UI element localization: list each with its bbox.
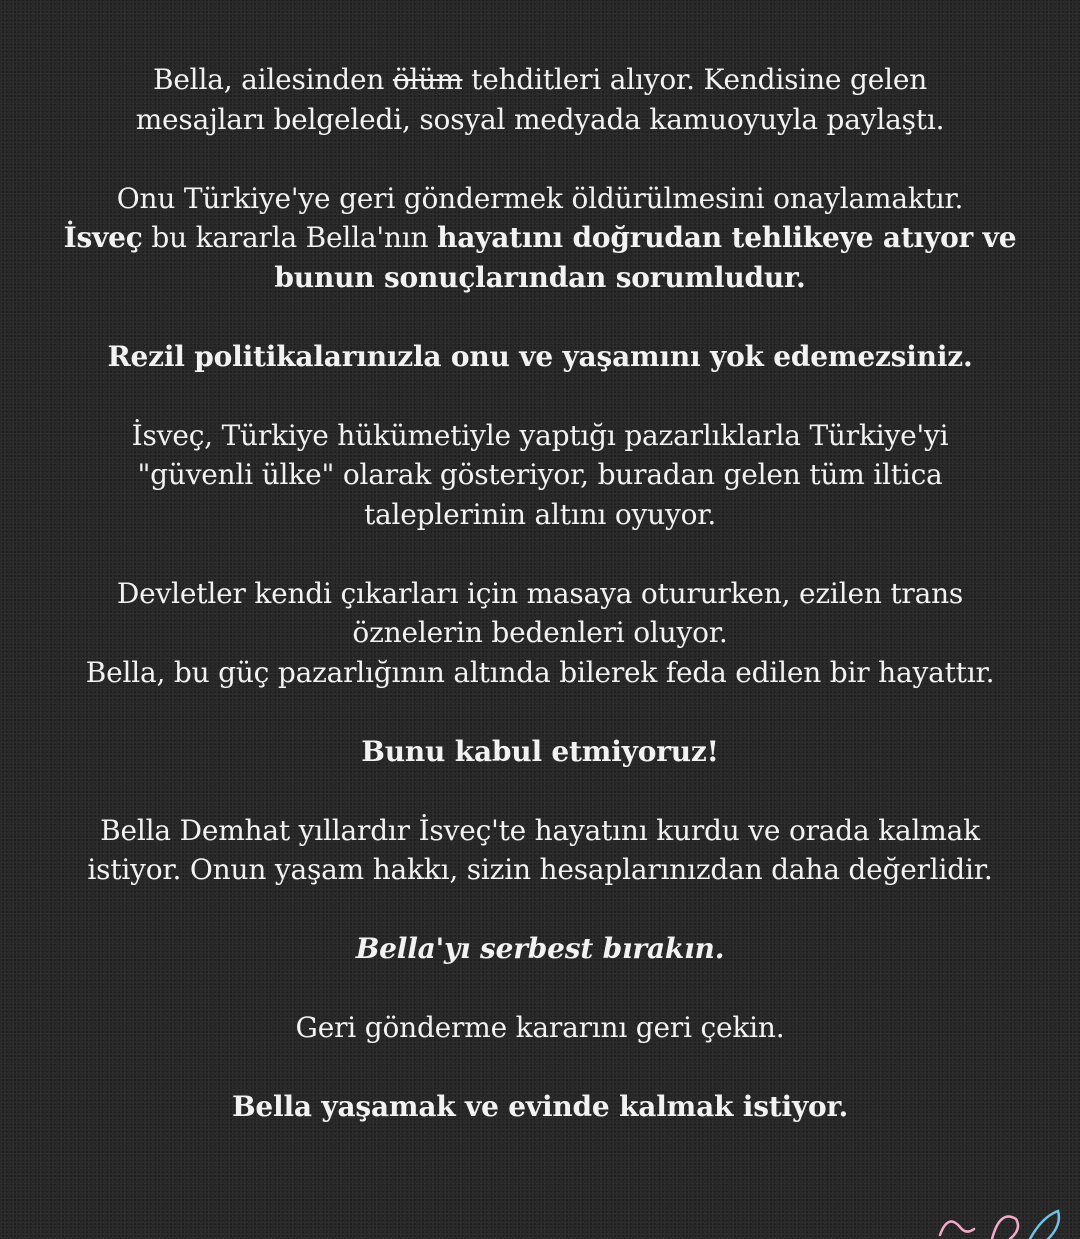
doodle-pink-stroke (940, 1222, 974, 1235)
text-line (40, 811, 1040, 851)
text-run: İsveç, Türkiye hükümetiyle yaptığı pazarlıklarla Türkiye'yi (131, 418, 949, 452)
text-run: "güvenli ülke" olarak gösteriyor, buradan gelen tüm iltica (137, 458, 943, 491)
text-run: öznelerin bedenleri oluyor. (352, 616, 728, 649)
text-line (40, 100, 1040, 140)
text-line (40, 1008, 1040, 1048)
text-line (40, 732, 1040, 772)
text-run: Bunu kabul etmiyoruz! (361, 734, 719, 768)
text-run: mesajları belgeledi, sosyal medyada kamuoyuyla paylaştı. (135, 102, 945, 136)
statement-document (40, 60, 1040, 1127)
text-run: taleplerinin altını oyuyor. (363, 497, 717, 531)
text-run: Bella Demhat yıllardır İsveç'te hayatını kurdu ve orada kalmak (100, 813, 980, 847)
text-line (40, 416, 1040, 456)
text-run: bu kararla Bella'nın (142, 221, 438, 254)
text-line (40, 929, 1040, 969)
text-line (40, 337, 1040, 377)
doodle-blue-stroke (1030, 1211, 1059, 1239)
paragraph (40, 60, 1040, 139)
text-run: Onu Türkiye'ye geri göndermek öldürülmesini onaylamaktır. (116, 181, 964, 215)
text-line (40, 850, 1040, 890)
text-run: Bella, bu güç pazarlığının altında bilerek feda edilen bir hayattır. (85, 655, 995, 689)
text-run: Bella yaşamak ve evinde kalmak istiyor. (231, 1090, 849, 1123)
paragraph (40, 811, 1040, 890)
paragraph (40, 574, 1040, 693)
text-line (40, 495, 1040, 535)
struck-word: ölüm (392, 63, 463, 96)
paragraph (40, 179, 1040, 298)
text-line (40, 258, 1040, 298)
trans-heart-doodle (930, 1205, 1080, 1239)
text-run: tehditleri alıyor. Kendisine gelen (462, 63, 928, 96)
text-run: İsveç (63, 221, 143, 254)
text-line (40, 613, 1040, 653)
paragraph (40, 929, 1040, 969)
text-run: Rezil politikalarınızla onu ve yaşamını yok edemezsiniz. (107, 339, 973, 373)
text-line (40, 179, 1040, 219)
text-line (40, 653, 1040, 693)
text-line (40, 218, 1040, 258)
text-run: istiyor. Onun yaşam hakkı, sizin hesaplarınızdan daha değerlidir. (87, 853, 993, 886)
paragraph (40, 1087, 1040, 1127)
doodle-pink-heart (992, 1217, 1018, 1239)
text-line (40, 455, 1040, 495)
text-line (40, 574, 1040, 614)
text-run: Geri gönderme kararını geri çekin. (295, 1011, 785, 1044)
paragraph (40, 732, 1040, 772)
paragraph (40, 337, 1040, 377)
text-run: Devletler kendi çıkarları için masaya otururken, ezilen trans (116, 576, 964, 610)
text-run: Bella, ailesinden (152, 63, 393, 96)
text-line (40, 60, 1040, 100)
text-line (40, 1087, 1040, 1127)
text-run: hayatını doğrudan tehlikeye atıyor ve (437, 221, 1017, 254)
text-run: Bella'yı serbest bırakın. (355, 932, 725, 965)
paragraph (40, 1008, 1040, 1048)
text-run: bunun sonuçlarından sorumludur. (274, 260, 806, 294)
paragraph (40, 416, 1040, 535)
